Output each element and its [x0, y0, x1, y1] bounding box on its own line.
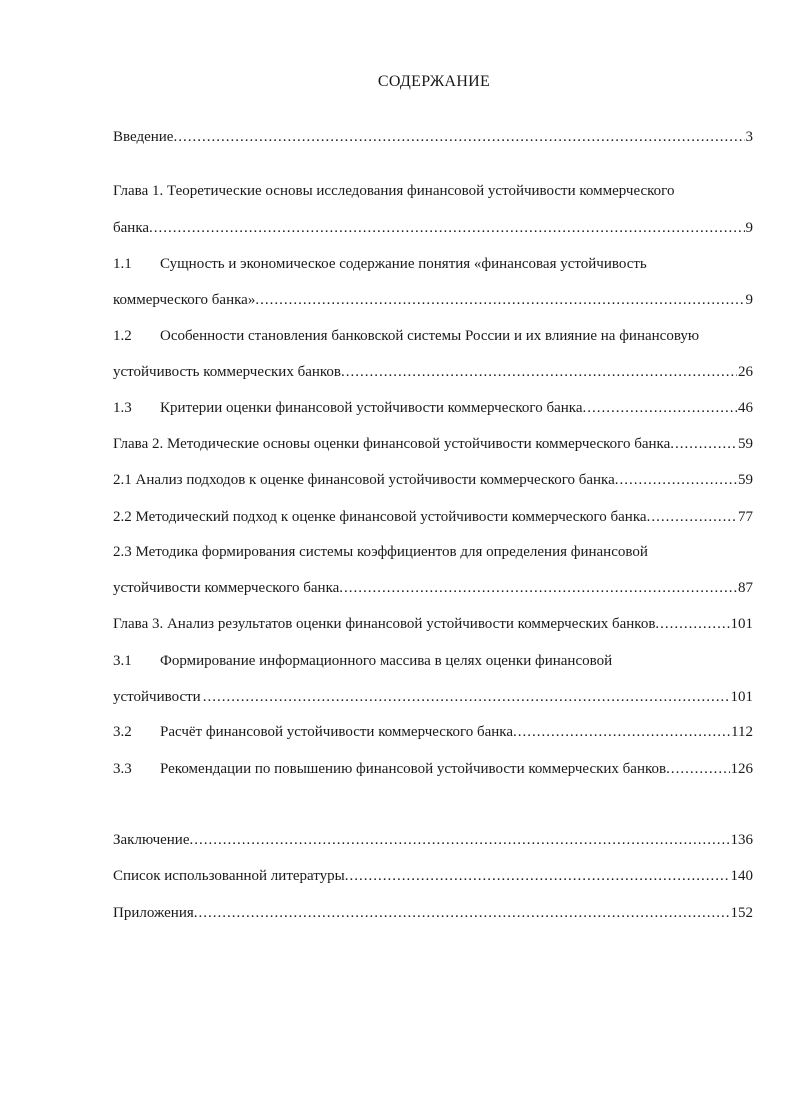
- toc-page-number: 59: [738, 436, 753, 452]
- toc-entry-label: устойчивости коммерческого банка: [113, 580, 340, 596]
- toc-entry-label: коммерческого банка»: [113, 292, 256, 308]
- toc-entry-label: Приложения: [113, 905, 194, 921]
- toc-page-number: 26: [738, 364, 753, 380]
- toc-section-2-3-title[interactable]: [113, 542, 753, 562]
- toc-section-1-1-title[interactable]: [113, 254, 753, 274]
- toc-page-number: 112: [731, 724, 753, 740]
- toc-section-number: 3.1: [113, 653, 132, 669]
- toc-section-3-1-continuation[interactable]: [113, 687, 753, 707]
- toc-chapter-1-title[interactable]: [113, 181, 753, 201]
- toc-entry-label: 2.3 Методика формирования системы коэффициентов для определения финансовой: [113, 544, 648, 560]
- toc-page-number: 77: [738, 509, 753, 525]
- toc-page-number: 140: [730, 868, 753, 884]
- toc-section-number: 1.2: [113, 328, 132, 344]
- toc-page-number: 59: [738, 472, 753, 488]
- toc-page-number: 126: [730, 761, 753, 777]
- toc-section-3-2[interactable]: [113, 722, 753, 742]
- toc-page-number: 152: [730, 905, 753, 921]
- toc-entry-label: банка: [113, 220, 150, 236]
- toc-entry-label: Особенности становления банковской системы России и их влияние на финансовую: [160, 328, 700, 344]
- toc-entry-label: 2.2 Методический подход к оценке финансовой устойчивости коммерческого банка: [113, 509, 647, 525]
- toc-section-3-1-title[interactable]: [113, 651, 753, 671]
- toc-page-number: 9: [745, 292, 753, 308]
- toc-entry-introduction[interactable]: [113, 127, 753, 147]
- toc-section-number: 1.1: [113, 256, 132, 272]
- toc-entry-references[interactable]: [113, 866, 753, 886]
- toc-section-number: 1.3: [113, 400, 132, 416]
- toc-page-number: 3: [745, 129, 753, 145]
- toc-entry-label: Расчёт финансовой устойчивости коммерческого банка: [160, 724, 514, 740]
- page-title: СОДЕРЖАНИЕ: [377, 73, 491, 90]
- toc-entry-label: Введение: [113, 129, 174, 145]
- toc-section-1-3[interactable]: [113, 398, 753, 418]
- toc-entry-label: устойчивости: [113, 689, 201, 705]
- toc-page-number: 87: [738, 580, 753, 596]
- toc-page-number: 46: [738, 400, 753, 416]
- toc-section-2-1[interactable]: [113, 470, 753, 490]
- toc-section-1-1-continuation[interactable]: [113, 290, 753, 310]
- toc-entry-appendix[interactable]: [113, 903, 753, 923]
- toc-section-number: 3.2: [113, 724, 132, 740]
- toc-entry-label: Формирование информационного массива в целях оценки финансовой: [160, 653, 613, 669]
- toc-entry-label: Заключение: [113, 832, 190, 848]
- toc-section-3-3[interactable]: [113, 759, 753, 779]
- toc-entry-label: Глава 2. Методические основы оценки финансовой устойчивости коммерческого банка: [113, 436, 671, 452]
- toc-section-2-2[interactable]: [113, 507, 753, 527]
- toc-entry-label: Сущность и экономическое содержание понятия «финансовая устойчивость: [160, 256, 647, 272]
- toc-entry-label: Рекомендации по повышению финансовой устойчивости коммерческих банков: [160, 761, 667, 777]
- toc-page-number: 101: [730, 616, 753, 632]
- toc-chapter-3[interactable]: [113, 614, 753, 634]
- toc-section-2-3-continuation[interactable]: [113, 578, 753, 598]
- toc-entry-label: Глава 3. Анализ результатов оценки финансовой устойчивости коммерческих банков: [113, 616, 656, 632]
- toc-entry-conclusion[interactable]: [113, 830, 753, 850]
- toc-page-number: 136: [730, 832, 753, 848]
- toc-entry-label: устойчивость коммерческих банков: [113, 364, 342, 380]
- toc-section-number: 3.3: [113, 761, 132, 777]
- toc-section-1-2-continuation[interactable]: [113, 362, 753, 382]
- toc-entry-label: 2.1 Анализ подходов к оценке финансовой устойчивости коммерческого банка: [113, 472, 615, 488]
- toc-section-1-2-title[interactable]: [113, 326, 753, 346]
- toc-chapter-2[interactable]: [113, 434, 753, 454]
- toc-page-number: 101: [730, 689, 753, 705]
- toc-page-number: 9: [745, 220, 753, 236]
- toc-entry-label: Список использованной литературы: [113, 868, 345, 884]
- toc-chapter-1-continuation[interactable]: [113, 218, 753, 238]
- toc-entry-label: Глава 1. Теоретические основы исследования финансовой устойчивости коммерческого: [113, 183, 675, 199]
- toc-entry-label: Критерии оценки финансовой устойчивости коммерческого банка: [160, 400, 583, 416]
